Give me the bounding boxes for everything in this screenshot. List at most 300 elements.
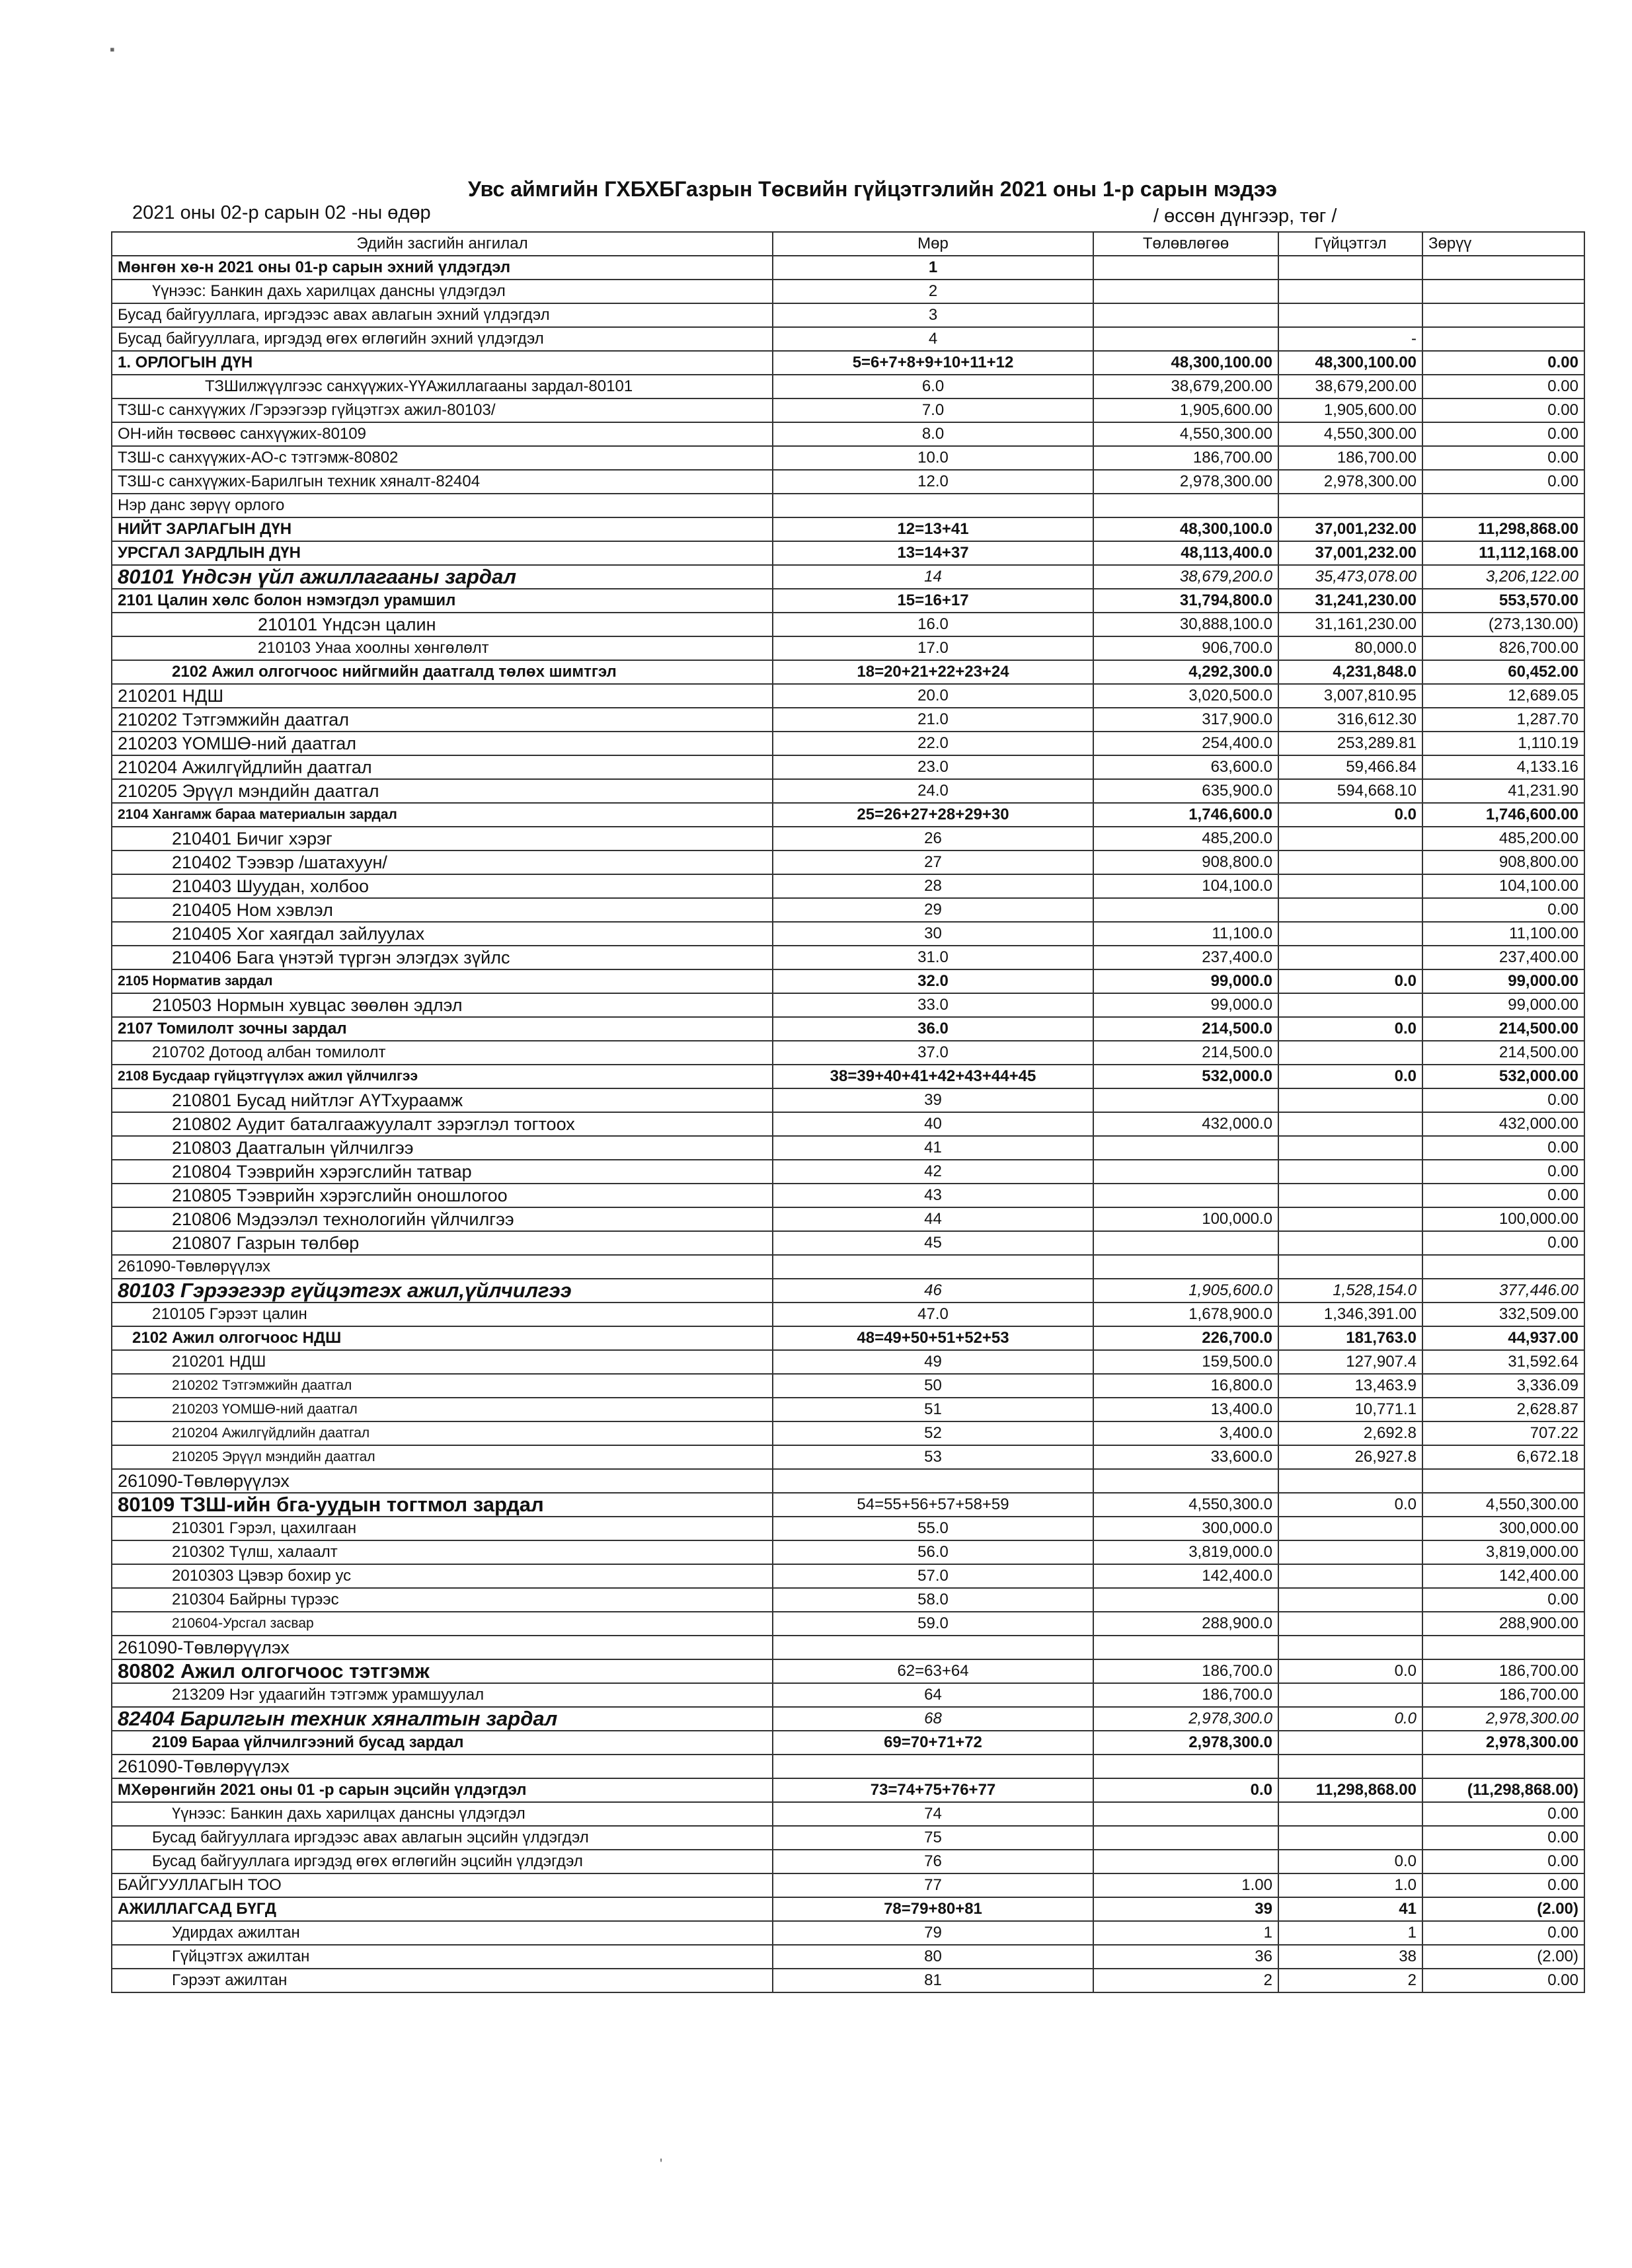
row-difference-value: (2.00) (1422, 1945, 1584, 1969)
row-actual-value: 127,907.4 (1278, 1350, 1422, 1374)
table-row (112, 1421, 1584, 1445)
row-plan-value: 30,888,100.0 (1093, 613, 1278, 636)
table-row (112, 1445, 1584, 1469)
row-line-number: 47.0 (773, 1303, 1093, 1326)
row-actual-value: 37,001,232.00 (1278, 517, 1422, 541)
row-difference-value: 104,100.00 (1422, 874, 1584, 898)
row-line-number: 41 (773, 1136, 1093, 1160)
row-category: 2101 Цалин хөлс болон нэмэгдэл урамшил (112, 589, 773, 613)
row-line-number: 69=70+71+72 (773, 1731, 1093, 1755)
row-difference-value: 0.00 (1422, 398, 1584, 422)
row-actual-value: 37,001,232.00 (1278, 541, 1422, 565)
table-row (112, 351, 1584, 375)
row-difference-value: 41,231.90 (1422, 779, 1584, 803)
row-actual-value: - (1278, 327, 1422, 351)
row-difference-value: 0.00 (1422, 1826, 1584, 1850)
row-difference-value: 142,400.00 (1422, 1564, 1584, 1588)
row-category: 80109 ТЗШ-ийн бга-уудын тогтмол зардал (112, 1493, 773, 1517)
row-plan-value: 0.0 (1093, 1778, 1278, 1802)
row-plan-value: 2,978,300.00 (1093, 470, 1278, 494)
row-actual-value (1278, 303, 1422, 327)
row-line-number: 7.0 (773, 398, 1093, 422)
row-actual-value: 0.0 (1278, 1707, 1422, 1731)
table-row (112, 1778, 1584, 1802)
row-difference-value: 707.22 (1422, 1421, 1584, 1445)
row-difference-value: 0.00 (1422, 898, 1584, 922)
table-row (112, 1041, 1584, 1065)
table-row (112, 660, 1584, 684)
row-line-number: 76 (773, 1850, 1093, 1873)
row-difference-value: 237,400.00 (1422, 946, 1584, 969)
col-header-actual: Гүйцэтгэл (1278, 232, 1422, 256)
row-line-number: 39 (773, 1088, 1093, 1112)
row-actual-value (1278, 1826, 1422, 1850)
row-difference-value (1422, 1755, 1584, 1778)
row-plan-value (1093, 280, 1278, 303)
row-line-number: 77 (773, 1873, 1093, 1897)
row-line-number: 74 (773, 1802, 1093, 1826)
row-line-number: 14 (773, 565, 1093, 589)
row-category: 210807 Газрын төлбөр (112, 1231, 773, 1255)
row-category: Бусад байгууллага, иргэдэд өгөх өглөгийн эхний үлдэгдэл (112, 327, 773, 351)
row-line-number: 58.0 (773, 1588, 1093, 1612)
table-row (112, 850, 1584, 874)
row-difference-value: 186,700.00 (1422, 1683, 1584, 1707)
row-actual-value: 0.0 (1278, 1065, 1422, 1088)
row-actual-value: 11,298,868.00 (1278, 1778, 1422, 1802)
row-plan-value: 104,100.0 (1093, 874, 1278, 898)
table-row (112, 1873, 1584, 1897)
row-category: 210405 Хог хаягдал зайлуулах (112, 922, 773, 946)
row-difference-value (1422, 1636, 1584, 1659)
row-actual-value (1278, 1112, 1422, 1136)
row-difference-value: 485,200.00 (1422, 827, 1584, 850)
row-plan-value: 432,000.0 (1093, 1112, 1278, 1136)
row-plan-value: 159,500.0 (1093, 1350, 1278, 1374)
row-actual-value: 316,612.30 (1278, 708, 1422, 732)
row-line-number: 45 (773, 1231, 1093, 1255)
row-category: 210204 Ажилгүйдлийн даатгал (112, 755, 773, 779)
row-plan-value: 31,794,800.0 (1093, 589, 1278, 613)
row-plan-value: 100,000.0 (1093, 1207, 1278, 1231)
row-line-number: 54=55+56+57+58+59 (773, 1493, 1093, 1517)
row-difference-value: 4,550,300.00 (1422, 1493, 1584, 1517)
row-plan-value: 317,900.0 (1093, 708, 1278, 732)
table-row (112, 1112, 1584, 1136)
row-category: 210802 Аудит баталгаажуулалт зэрэглэл тогтоох (112, 1112, 773, 1136)
row-plan-value: 186,700.00 (1093, 446, 1278, 470)
row-plan-value: 300,000.0 (1093, 1517, 1278, 1540)
row-line-number: 79 (773, 1921, 1093, 1945)
row-plan-value: 2,978,300.0 (1093, 1731, 1278, 1755)
budget-table (111, 231, 1585, 1993)
row-category: Бусад байгууллага, иргэдээс авах авлагын эхний үлдэгдэл (112, 303, 773, 327)
table-row (112, 589, 1584, 613)
table-row (112, 684, 1584, 708)
row-difference-value: 908,800.00 (1422, 850, 1584, 874)
row-category: 210405 Ном хэвлэл (112, 898, 773, 922)
row-difference-value: 0.00 (1422, 470, 1584, 494)
row-category: 210203 ҮОМШӨ-ний даатгал (112, 1398, 773, 1421)
row-line-number (773, 1469, 1093, 1493)
row-actual-value: 10,771.1 (1278, 1398, 1422, 1421)
row-difference-value: (273,130.00) (1422, 613, 1584, 636)
table-row (112, 470, 1584, 494)
row-category: 210201 НДШ (112, 684, 773, 708)
row-plan-value (1093, 1231, 1278, 1255)
table-row (112, 803, 1584, 827)
row-actual-value: 0.0 (1278, 1493, 1422, 1517)
row-category: ТЗШ-с санхүүжих-Барилгын техник хяналт-82404 (112, 470, 773, 494)
row-difference-value: 11,298,868.00 (1422, 517, 1584, 541)
row-difference-value: 99,000.00 (1422, 993, 1584, 1017)
row-plan-value (1093, 256, 1278, 280)
row-plan-value: 532,000.0 (1093, 1065, 1278, 1088)
row-category: 2104 Хангамж бараа материалын зардал (112, 803, 773, 827)
table-row (112, 303, 1584, 327)
row-line-number: 27 (773, 850, 1093, 874)
row-category: 210804 Тээврийн хэрэгслийн татвар (112, 1160, 773, 1184)
row-plan-value: 1 (1093, 1921, 1278, 1945)
row-plan-value: 48,300,100.0 (1093, 517, 1278, 541)
row-category: 2109 Бараа үйлчилгээний бусад зардал (112, 1731, 773, 1755)
row-line-number: 21.0 (773, 708, 1093, 732)
row-category: Гүйцэтгэх ажилтан (112, 1945, 773, 1969)
table-row (112, 1207, 1584, 1231)
row-line-number: 52 (773, 1421, 1093, 1445)
row-line-number: 75 (773, 1826, 1093, 1850)
row-line-number: 2 (773, 280, 1093, 303)
row-difference-value: 44,937.00 (1422, 1326, 1584, 1350)
row-difference-value: 6,672.18 (1422, 1445, 1584, 1469)
table-row (112, 1921, 1584, 1945)
row-difference-value: 532,000.00 (1422, 1065, 1584, 1088)
row-difference-value: 0.00 (1422, 1088, 1584, 1112)
row-actual-value: 35,473,078.00 (1278, 565, 1422, 589)
row-actual-value (1278, 1136, 1422, 1160)
row-difference-value: 11,112,168.00 (1422, 541, 1584, 565)
row-actual-value (1278, 1731, 1422, 1755)
row-line-number: 46 (773, 1279, 1093, 1303)
row-line-number: 51 (773, 1398, 1093, 1421)
row-line-number: 68 (773, 1707, 1093, 1731)
row-line-number: 22.0 (773, 732, 1093, 755)
row-actual-value (1278, 1802, 1422, 1826)
row-plan-value: 142,400.0 (1093, 1564, 1278, 1588)
row-line-number: 30 (773, 922, 1093, 946)
col-header-plan: Төлөвлөгөө (1093, 232, 1278, 256)
table-row (112, 541, 1584, 565)
row-plan-value: 4,550,300.00 (1093, 422, 1278, 446)
row-line-number: 43 (773, 1184, 1093, 1207)
table-row (112, 946, 1584, 969)
row-actual-value: 186,700.00 (1278, 446, 1422, 470)
table-row (112, 1707, 1584, 1731)
table-row (112, 636, 1584, 660)
table-row (112, 1897, 1584, 1921)
row-difference-value (1422, 494, 1584, 517)
row-actual-value: 0.0 (1278, 969, 1422, 993)
row-difference-value: 288,900.00 (1422, 1612, 1584, 1636)
table-row (112, 755, 1584, 779)
row-plan-value: 237,400.0 (1093, 946, 1278, 969)
row-difference-value: 0.00 (1422, 1160, 1584, 1184)
row-plan-value: 1,678,900.0 (1093, 1303, 1278, 1326)
row-line-number: 50 (773, 1374, 1093, 1398)
row-category: 261090-Төвлөрүүлэх (112, 1469, 773, 1493)
row-actual-value (1278, 850, 1422, 874)
table-row (112, 874, 1584, 898)
row-category: 80103 Гэрээгээр гүйцэтгэх ажил,үйлчилгээ (112, 1279, 773, 1303)
row-difference-value (1422, 280, 1584, 303)
row-actual-value: 4,550,300.00 (1278, 422, 1422, 446)
table-row (112, 1612, 1584, 1636)
row-category: Бусад байгууллага иргэдээс авах авлагын эцсийн үлдэгдэл (112, 1826, 773, 1850)
row-plan-value: 99,000.0 (1093, 969, 1278, 993)
row-category: ТЗШилжүүлгээс санхүүжих-ҮҮАжиллагааны зардал-80101 (112, 375, 773, 398)
row-difference-value: 0.00 (1422, 351, 1584, 375)
row-actual-value: 1,528,154.0 (1278, 1279, 1422, 1303)
row-plan-value (1093, 898, 1278, 922)
row-category: 261090-Төвлөрүүлэх (112, 1755, 773, 1778)
row-plan-value: 13,400.0 (1093, 1398, 1278, 1421)
col-header-difference: Зөрүү (1422, 232, 1584, 256)
row-category: 2105 Норматив зардал (112, 969, 773, 993)
table-row (112, 446, 1584, 470)
row-actual-value: 48,300,100.00 (1278, 351, 1422, 375)
table-row (112, 327, 1584, 351)
row-difference-value: 3,819,000.00 (1422, 1540, 1584, 1564)
row-actual-value (1278, 1564, 1422, 1588)
table-row (112, 1231, 1584, 1255)
row-line-number: 80 (773, 1945, 1093, 1969)
row-category: 2102 Ажил олгогчоос НДШ (112, 1326, 773, 1350)
row-actual-value (1278, 1683, 1422, 1707)
row-plan-value: 38,679,200.00 (1093, 375, 1278, 398)
row-actual-value (1278, 280, 1422, 303)
unit-note: / өссөн дүнгээр, төг / (1153, 206, 1337, 227)
row-line-number: 15=16+17 (773, 589, 1093, 613)
row-plan-value: 48,300,100.00 (1093, 351, 1278, 375)
row-actual-value: 80,000.0 (1278, 636, 1422, 660)
row-category: 210204 Ажилгүйдлийн даатгал (112, 1421, 773, 1445)
row-actual-value: 38,679,200.00 (1278, 375, 1422, 398)
row-plan-value: 1,746,600.0 (1093, 803, 1278, 827)
row-line-number: 37.0 (773, 1041, 1093, 1065)
row-line-number: 12=13+41 (773, 517, 1093, 541)
row-actual-value: 253,289.81 (1278, 732, 1422, 755)
col-header-category: Эдийн засгийн ангилал (112, 232, 773, 256)
row-difference-value (1422, 256, 1584, 280)
row-category: 213209 Нэг удаагийн тэтгэмж урамшуулал (112, 1683, 773, 1707)
row-actual-value: 181,763.0 (1278, 1326, 1422, 1350)
row-category: Мөнгөн хө-н 2021 оны 01-р сарын эхний үлдэгдэл (112, 256, 773, 280)
row-actual-value: 2,978,300.00 (1278, 470, 1422, 494)
row-difference-value: 432,000.00 (1422, 1112, 1584, 1136)
table-row (112, 1160, 1584, 1184)
row-line-number: 55.0 (773, 1517, 1093, 1540)
table-row (112, 779, 1584, 803)
row-line-number: 73=74+75+76+77 (773, 1778, 1093, 1802)
table-row (112, 1184, 1584, 1207)
row-actual-value: 26,927.8 (1278, 1445, 1422, 1469)
row-actual-value (1278, 494, 1422, 517)
row-category: НИЙТ ЗАРЛАГЫН ДҮН (112, 517, 773, 541)
table-row (112, 1588, 1584, 1612)
row-plan-value: 214,500.0 (1093, 1017, 1278, 1041)
row-line-number (773, 1755, 1093, 1778)
row-actual-value: 2,692.8 (1278, 1421, 1422, 1445)
row-actual-value (1278, 946, 1422, 969)
row-plan-value: 99,000.0 (1093, 993, 1278, 1017)
row-category: 210302 Түлш, халаалт (112, 1540, 773, 1564)
row-category: 210201 НДШ (112, 1350, 773, 1374)
table-row (112, 1398, 1584, 1421)
row-category: 1. ОРЛОГЫН ДҮН (112, 351, 773, 375)
row-difference-value: 1,287.70 (1422, 708, 1584, 732)
row-plan-value (1093, 1850, 1278, 1873)
row-actual-value (1278, 1588, 1422, 1612)
row-actual-value (1278, 1755, 1422, 1778)
row-difference-value: 0.00 (1422, 1873, 1584, 1897)
row-category: БАЙГУУЛЛАГЫН ТОО (112, 1873, 773, 1897)
row-plan-value: 4,550,300.0 (1093, 1493, 1278, 1517)
row-plan-value: 2 (1093, 1969, 1278, 1992)
row-category: 210101 Үндсэн цалин (112, 613, 773, 636)
row-category: 210406 Бага үнэтэй түргэн элэгдэх зүйлс (112, 946, 773, 969)
row-actual-value (1278, 256, 1422, 280)
row-line-number: 12.0 (773, 470, 1093, 494)
row-line-number: 10.0 (773, 446, 1093, 470)
row-category: Бусад байгууллага иргэдэд өгөх өглөгийн эцсийн үлдэгдэл (112, 1850, 773, 1873)
table-row (112, 1350, 1584, 1374)
row-plan-value: 11,100.0 (1093, 922, 1278, 946)
row-difference-value: 12,689.05 (1422, 684, 1584, 708)
table-row (112, 732, 1584, 755)
row-line-number: 32.0 (773, 969, 1093, 993)
table-row (112, 1850, 1584, 1873)
row-line-number: 3 (773, 303, 1093, 327)
row-actual-value (1278, 1184, 1422, 1207)
table-row (112, 517, 1584, 541)
row-actual-value: 13,463.9 (1278, 1374, 1422, 1398)
row-actual-value: 0.0 (1278, 1850, 1422, 1873)
row-plan-value: 254,400.0 (1093, 732, 1278, 755)
row-category: 2107 Томилолт зочны зардал (112, 1017, 773, 1041)
row-line-number: 31.0 (773, 946, 1093, 969)
row-actual-value (1278, 827, 1422, 850)
row-plan-value (1093, 1802, 1278, 1826)
row-plan-value: 3,400.0 (1093, 1421, 1278, 1445)
table-row (112, 1088, 1584, 1112)
row-plan-value (1093, 1088, 1278, 1112)
table-row (112, 1255, 1584, 1279)
row-line-number: 49 (773, 1350, 1093, 1374)
row-actual-value (1278, 1041, 1422, 1065)
row-difference-value: 0.00 (1422, 375, 1584, 398)
row-line-number (773, 1255, 1093, 1279)
row-plan-value (1093, 1160, 1278, 1184)
row-plan-value: 3,819,000.0 (1093, 1540, 1278, 1564)
row-difference-value: 31,592.64 (1422, 1350, 1584, 1374)
table-row (112, 1017, 1584, 1041)
row-actual-value (1278, 898, 1422, 922)
row-difference-value: 214,500.00 (1422, 1017, 1584, 1041)
row-plan-value: 63,600.0 (1093, 755, 1278, 779)
table-row (112, 494, 1584, 517)
row-difference-value: (2.00) (1422, 1897, 1584, 1921)
row-actual-value: 1 (1278, 1921, 1422, 1945)
row-difference-value: 553,570.00 (1422, 589, 1584, 613)
row-category: 210205 Эрүүл мэндийн даатгал (112, 1445, 773, 1469)
row-difference-value: 1,746,600.00 (1422, 803, 1584, 827)
table-header-row (112, 232, 1584, 256)
table-row (112, 708, 1584, 732)
table-row (112, 375, 1584, 398)
row-plan-value: 16,800.0 (1093, 1374, 1278, 1398)
row-difference-value: 60,452.00 (1422, 660, 1584, 684)
row-line-number: 81 (773, 1969, 1093, 1992)
row-line-number: 78=79+80+81 (773, 1897, 1093, 1921)
row-line-number (773, 1636, 1093, 1659)
table-row (112, 1303, 1584, 1326)
table-row (112, 1969, 1584, 1992)
row-line-number: 20.0 (773, 684, 1093, 708)
row-category: 82404 Барилгын техник хяналтын зардал (112, 1707, 773, 1731)
row-actual-value: 1,905,600.00 (1278, 398, 1422, 422)
row-actual-value (1278, 922, 1422, 946)
row-plan-value: 226,700.0 (1093, 1326, 1278, 1350)
col-header-line: Мөр (773, 232, 1093, 256)
row-plan-value: 39 (1093, 1897, 1278, 1921)
row-line-number: 36.0 (773, 1017, 1093, 1041)
row-actual-value (1278, 1636, 1422, 1659)
row-actual-value (1278, 1469, 1422, 1493)
row-category: 210202 Тэтгэмжийн даатгал (112, 1374, 773, 1398)
row-actual-value: 2 (1278, 1969, 1422, 1992)
table-row (112, 1136, 1584, 1160)
row-line-number: 42 (773, 1160, 1093, 1184)
row-difference-value: 0.00 (1422, 1850, 1584, 1873)
row-plan-value (1093, 494, 1278, 517)
row-actual-value: 0.0 (1278, 803, 1422, 827)
row-category: 210105 Гэрээт цалин (112, 1303, 773, 1326)
row-actual-value: 59,466.84 (1278, 755, 1422, 779)
scan-speck: ▪ (110, 41, 115, 57)
row-actual-value (1278, 1231, 1422, 1255)
table-row (112, 1826, 1584, 1850)
row-difference-value: 300,000.00 (1422, 1517, 1584, 1540)
table-row (112, 280, 1584, 303)
table-row (112, 1065, 1584, 1088)
row-plan-value (1093, 1184, 1278, 1207)
row-plan-value: 48,113,400.0 (1093, 541, 1278, 565)
row-category: Удирдах ажилтан (112, 1921, 773, 1945)
row-line-number: 23.0 (773, 755, 1093, 779)
row-category: МХөрөнгийн 2021 оны 01 -р сарын эцсийн үлдэгдэл (112, 1778, 773, 1802)
row-plan-value: 908,800.0 (1093, 850, 1278, 874)
row-plan-value (1093, 1636, 1278, 1659)
row-plan-value: 4,292,300.0 (1093, 660, 1278, 684)
row-line-number (773, 494, 1093, 517)
table-row (112, 565, 1584, 589)
row-category: 210702 Дотоод албан томилолт (112, 1041, 773, 1065)
row-difference-value: 0.00 (1422, 1969, 1584, 1992)
row-plan-value: 1.00 (1093, 1873, 1278, 1897)
table-row (112, 422, 1584, 446)
table-row (112, 1469, 1584, 1493)
row-plan-value: 214,500.0 (1093, 1041, 1278, 1065)
